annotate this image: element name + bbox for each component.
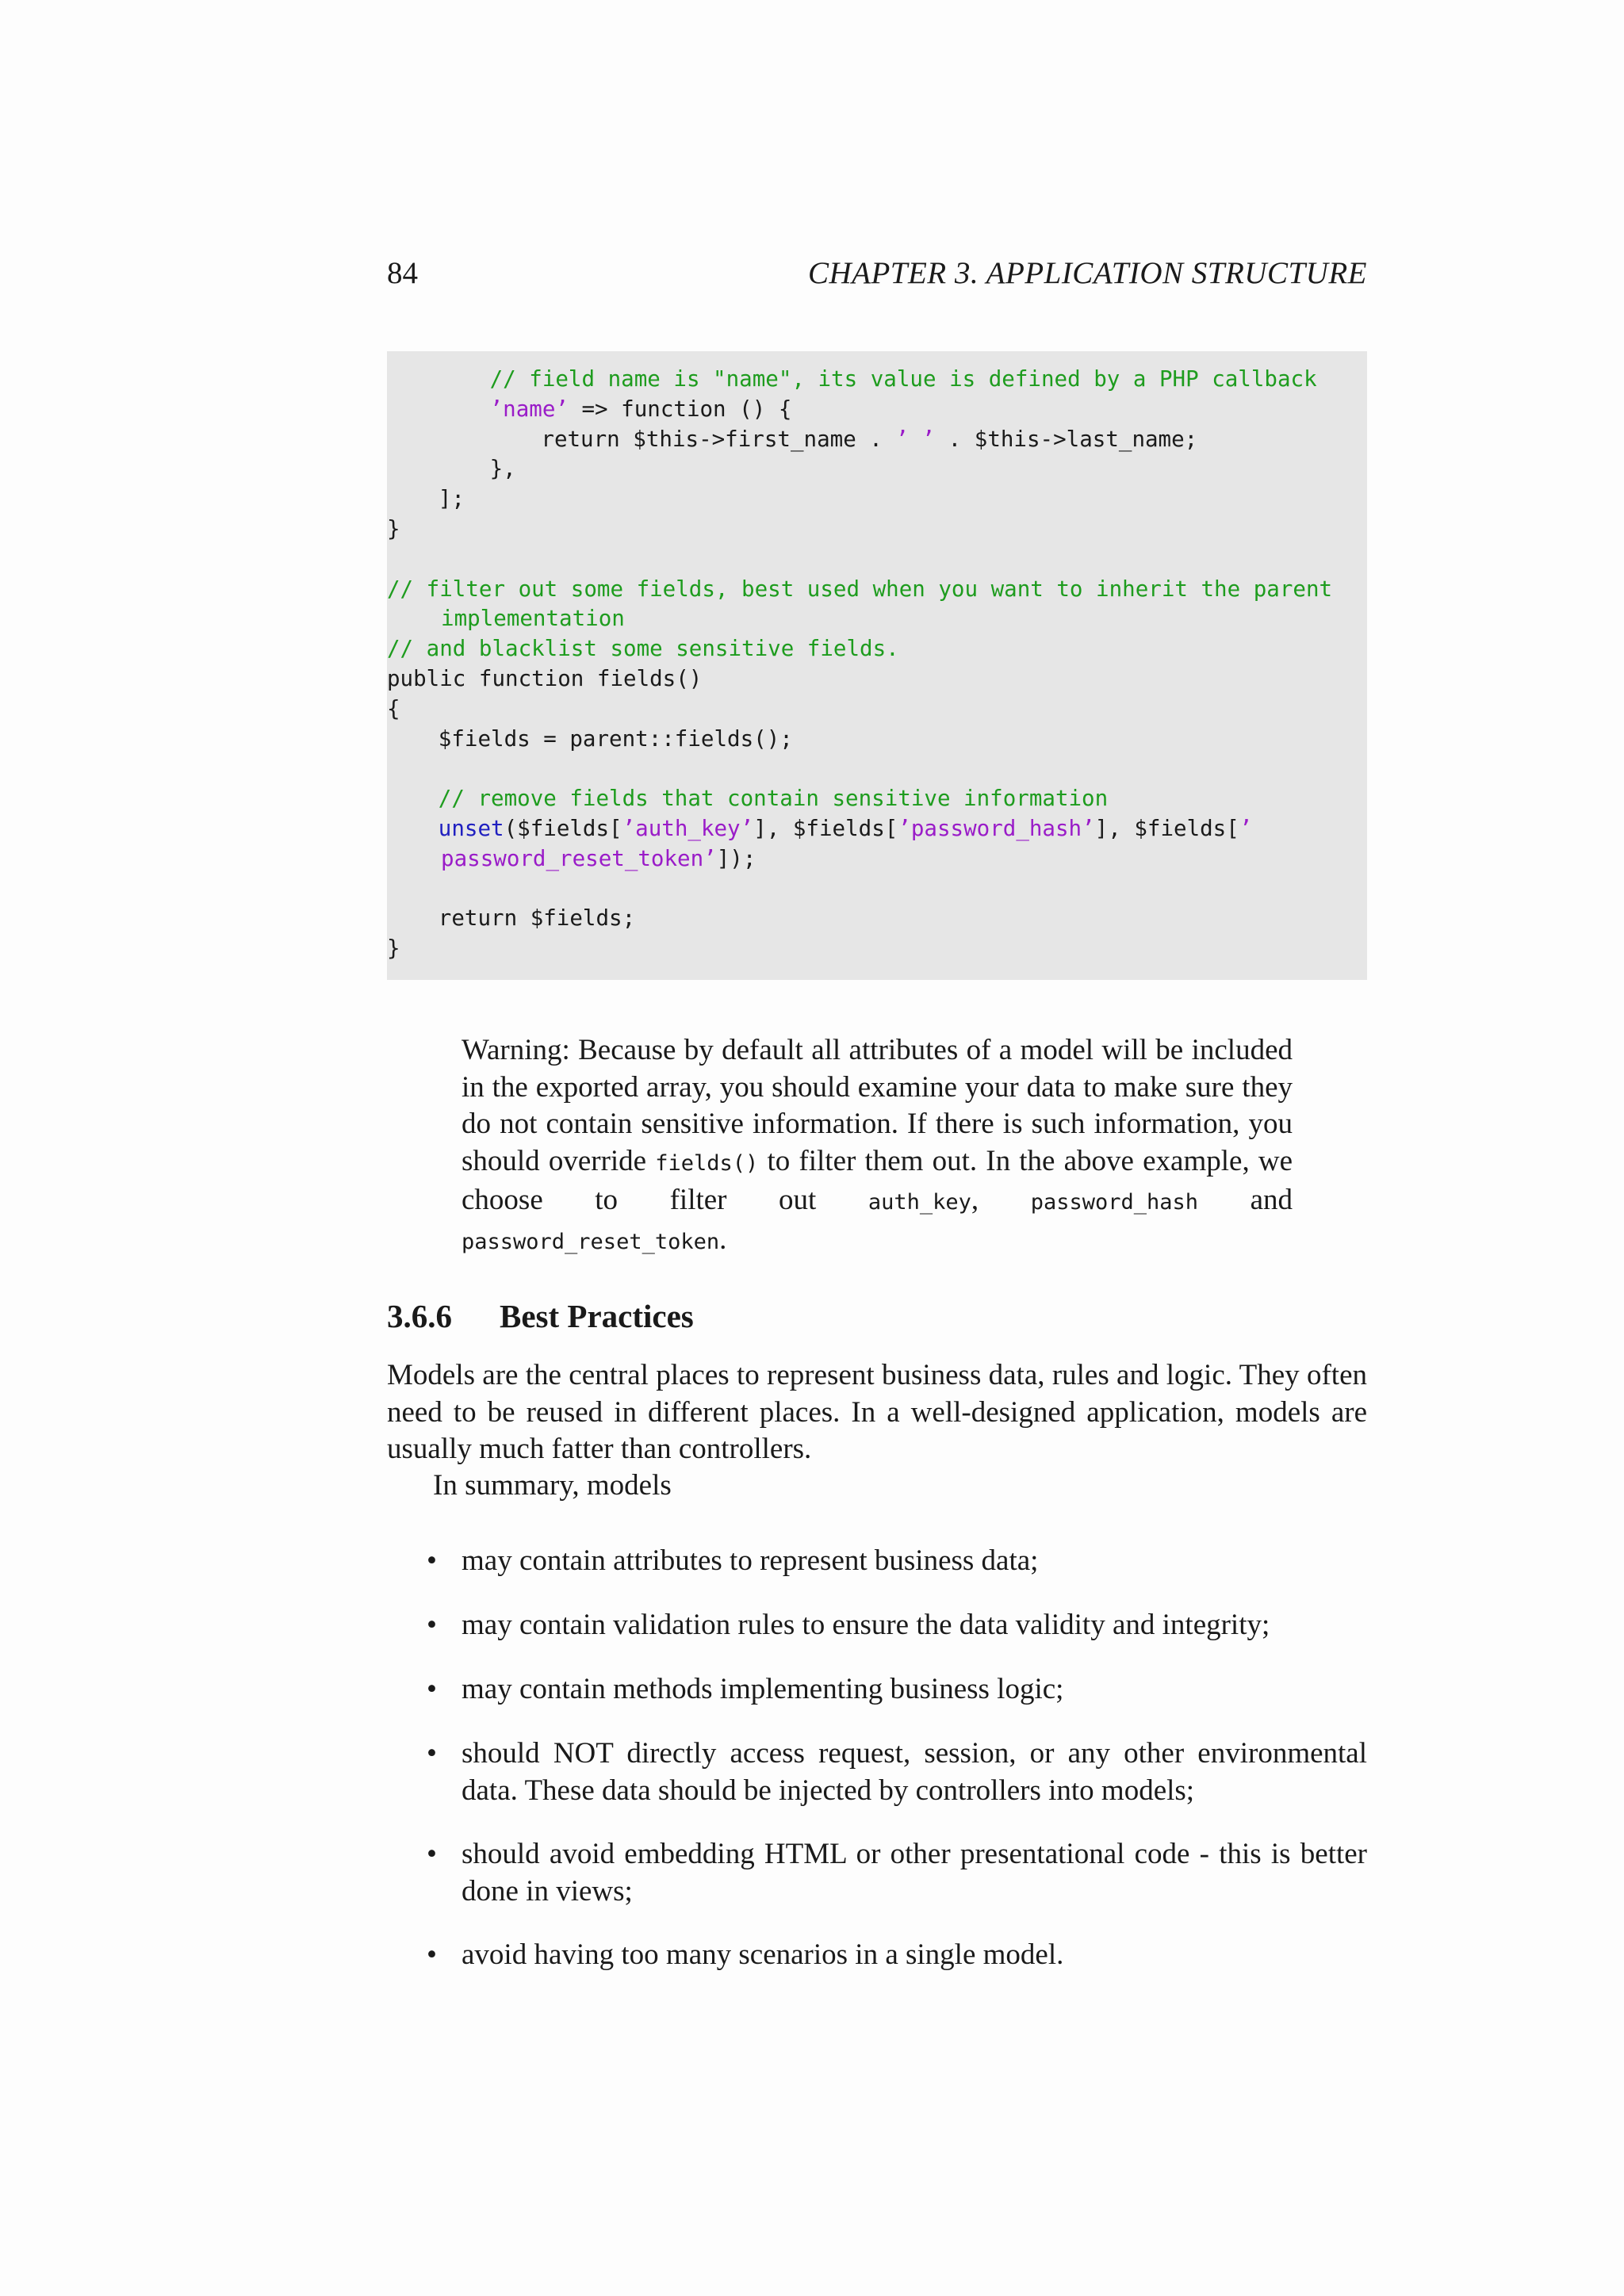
list-item-text: may contain methods implementing business logic;: [462, 1673, 1064, 1705]
code-token: // remove fields that contain sensitive information: [438, 786, 1109, 812]
warning-text-2: to filter them out. In the above example, we choose to filter out: [462, 1144, 1293, 1217]
list-item: [427, 1836, 1367, 1910]
code-line: [439, 484, 465, 514]
code-token: ’: [1239, 816, 1253, 841]
code-token: },: [489, 456, 516, 482]
code-token: return $this->first_name .: [541, 426, 896, 452]
summary-intro: In summary, models: [433, 1469, 672, 1502]
code-line: [439, 783, 1108, 813]
code-token: // filter out some fields, best used when you want to inherit the parent: [387, 576, 1333, 602]
code-token: ]);: [716, 845, 756, 871]
bullet-marker: •: [427, 1609, 437, 1641]
code-token: unset: [438, 816, 504, 841]
code-line: [387, 933, 400, 963]
code-block: [387, 351, 1367, 980]
code-token: ’password_hash’: [898, 816, 1095, 841]
code-line: [387, 514, 400, 544]
code-token: return $fields;: [438, 905, 636, 932]
body-paragraph: Models are the central places to represent business data, rules and logic. They often need to be reused in different places. In a well-designed application, models are usually much fatter than controllers.: [387, 1359, 1367, 1466]
code-line: [541, 424, 1197, 454]
list-item: [427, 1735, 1367, 1809]
code-line: [441, 603, 625, 633]
list-item-text: may contain validation rules to ensure the data validity and integrity;: [462, 1609, 1270, 1641]
code-token: ];: [438, 486, 465, 512]
list-item-text: should avoid embedding HTML or other presentational code - this is better done in views;: [462, 1838, 1367, 1908]
list-item-text: may contain attributes to represent business data;: [462, 1544, 1039, 1577]
code-token: ], $fields[: [753, 816, 898, 841]
code-token: ], $fields[: [1094, 816, 1239, 841]
code-token: ($fields[: [504, 816, 622, 841]
warning-text-5: .: [719, 1223, 727, 1256]
code-line: [439, 724, 793, 754]
code-token: => function () {: [568, 396, 792, 422]
list-item: [427, 1543, 1367, 1580]
page-header: [387, 255, 1367, 300]
code-password-reset-token: password_reset_token: [462, 1229, 720, 1254]
code-token: }: [387, 516, 400, 541]
section-title: Best Practices: [500, 1298, 694, 1334]
list-item-text: should NOT directly access request, session, or any other environmental data. These data should be injected by controllers into models;: [462, 1737, 1367, 1807]
bullet-marker: •: [427, 1737, 437, 1770]
list-item: [427, 1937, 1367, 1974]
warning-text-4: and: [1198, 1184, 1293, 1217]
page-number: 84: [387, 256, 418, 290]
warning-text-3: ,: [971, 1184, 1031, 1217]
list-item-text: avoid having too many scenarios in a single model.: [462, 1938, 1064, 1971]
list-item: [427, 1607, 1367, 1644]
warning-paragraph: [462, 1032, 1293, 1261]
code-line: [490, 394, 792, 424]
code-token: // field name is "name", its value is defined by a PHP callback: [489, 366, 1317, 392]
code-line: [387, 574, 1332, 604]
code-token: ’name’: [489, 396, 569, 422]
code-password-hash: password_hash: [1030, 1190, 1199, 1215]
code-token: }: [387, 936, 400, 962]
code-line: [490, 364, 1317, 394]
code-token: . $this->last_name;: [935, 426, 1198, 452]
bullet-marker: •: [427, 1938, 437, 1971]
running-head: CHAPTER 3. APPLICATION STRUCTURE: [807, 256, 1367, 290]
code-token: public function fields(): [387, 666, 703, 691]
bullet-marker: •: [427, 1838, 437, 1870]
code-line: [387, 664, 702, 694]
code-token: password_reset_token’: [441, 845, 717, 871]
section-heading: [387, 1297, 694, 1335]
code-line: [439, 813, 1253, 844]
bullet-marker: •: [427, 1673, 437, 1705]
code-token: ’auth_key’: [622, 816, 754, 841]
code-line: [387, 694, 400, 724]
warning-text-1: Warning: Because by default all attributes of a model will be included in the exported array, you should examine your data to make sure they do not contain sensitive information. If there is such information, you should override: [462, 1034, 1293, 1177]
code-token: // and blacklist some sensitive fields.: [387, 636, 899, 662]
list-item: [427, 1671, 1367, 1709]
code-line: [439, 903, 635, 933]
code-auth-key: auth_key: [868, 1190, 971, 1215]
code-line: [490, 453, 516, 484]
code-token: $fields = parent::fields();: [438, 725, 793, 752]
code-token: ’ ’: [895, 426, 936, 452]
code-token: implementation: [441, 606, 625, 632]
code-token: {: [387, 695, 400, 721]
code-line: [387, 633, 899, 664]
bullet-marker: •: [427, 1544, 437, 1577]
section-number: 3.6.6: [387, 1298, 452, 1334]
code-fields-method: fields(): [655, 1150, 759, 1176]
code-line: [441, 844, 756, 874]
